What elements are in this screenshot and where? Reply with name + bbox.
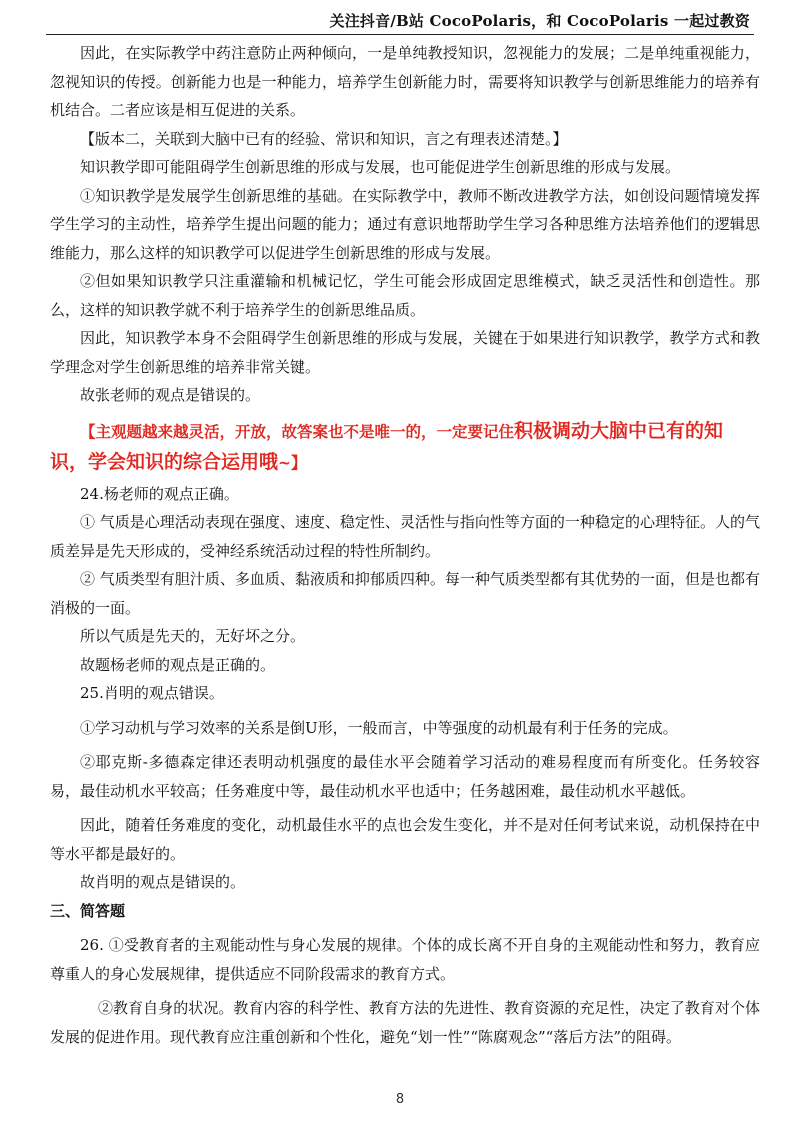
paragraph: 因此，在实际教学中药注意防止两种倾向，一是单纯教授知识，忽视能力的发展；二是单纯重视能力，忽视知识的传授。创新能力也是一种能力，培养学生创新能力时，需要将知识教学与创新思维能力的培养有机结合。二者应该是相互促进的关系。	[50, 44, 760, 119]
paragraph: ② 气质类型有胆汁质、多血质、黏液质和抑郁质四种。每一种气质类型都有其优势的一面，但是也都有消极的一面。	[50, 570, 760, 617]
paragraph: ②但如果知识教学只注重灌输和机械记忆，学生可能会形成固定思维模式，缺乏灵活性和创造性。那么，这样的知识教学就不利于培养学生的创新思维品质。	[50, 272, 760, 319]
paragraph: ②耶克斯-多德森定律还表明动机强度的最佳水平会随着学习活动的难易程度而有所变化。任务较容易，最佳动机水平较高；任务难度中等，最佳动机水平也适中；任务越困难，最佳动机水平越低。	[50, 753, 760, 800]
question-25-heading: 25.肖明的观点错误。	[80, 684, 224, 702]
paragraph: ①知识教学是发展学生创新思维的基础。在实际教学中，教师不断改进教学方法，如创设问题情境发挥学生学习的主动性，培养学生提出问题的能力；通过有意识地帮助学生学习各种思维方法培养他们的逻辑思维能力，那么这样的知识教学可以促进学生创新思维的形成与发展。	[50, 186, 760, 262]
version-note: 【版本二，关联到大脑中已有的经验、常识和知识，言之有理表述清楚。】	[80, 129, 568, 148]
paragraph: 故题杨老师的观点是正确的。	[80, 655, 276, 674]
paragraph: 因此，随着任务难度的变化，动机最佳水平的点也会发生变化，并不是对任何考试来说，动机保持在中等水平都是最好的。	[50, 816, 760, 863]
header-text: 关注抖音/B站 CocoPolaris，和 CocoPolaris 一起过教资	[329, 12, 750, 30]
paragraph: ① 气质是心理活动表现在强度、速度、稳定性、灵活性与指向性等方面的一种稳定的心理特征。人的气质差异是先天形成的，受神经系统活动过程的特性所制约。	[50, 513, 760, 560]
highlight-part2: 积极调动大脑中已有的知识，学会知识的综合运用哦	[50, 419, 724, 473]
paragraph: 因此，知识教学本身不会阻碍学生创新思维的形成与发展，关键在于如果进行知识教学，教学方式和教学理念对学生创新思维的培养非常关键。	[50, 329, 760, 376]
question-24-heading: 24.杨老师的观点正确。	[80, 484, 239, 503]
page-number: 8	[395, 1092, 405, 1107]
paragraph: 所以气质是先天的，无好坏之分。	[80, 627, 306, 645]
paragraph: 知识教学即可能阻碍学生创新思维的形成与发展，也可能促进学生创新思维的形成与发展。	[80, 158, 681, 176]
section-title: 三、简答题	[50, 901, 126, 920]
page-header	[46, 4, 754, 35]
question-26-heading: 26. ①受教育者的主观能动性与身心发展的规律。个体的成长离不开自身的主观能动性和努力，教育应尊重人的身心发展规律，提供适应不同阶段需求的教育方式。	[50, 936, 760, 983]
highlight-part3: ~】	[278, 452, 307, 472]
paragraph: 故张老师的观点是错误的。	[80, 386, 261, 404]
document-body	[50, 39, 760, 1051]
highlight-note	[50, 416, 760, 478]
paragraph: ②教育自身的状况。教育内容的科学性、教育方法的先进性、教育资源的充足性，决定了教育对个体发展的促进作用。现代教育应注重创新和个性化，避免“划一性”“陈腐观念”“落后方法”的阻碍。	[50, 999, 760, 1046]
paragraph: ①学习动机与学习效率的关系是倒U形，一般而言，中等强度的动机最有利于任务的完成。	[80, 718, 678, 737]
highlight-part1: 【主观题越来越灵活，开放，故答案也不是唯一的，一定要记住	[80, 421, 515, 441]
paragraph: 故肖明的观点是错误的。	[80, 873, 246, 891]
